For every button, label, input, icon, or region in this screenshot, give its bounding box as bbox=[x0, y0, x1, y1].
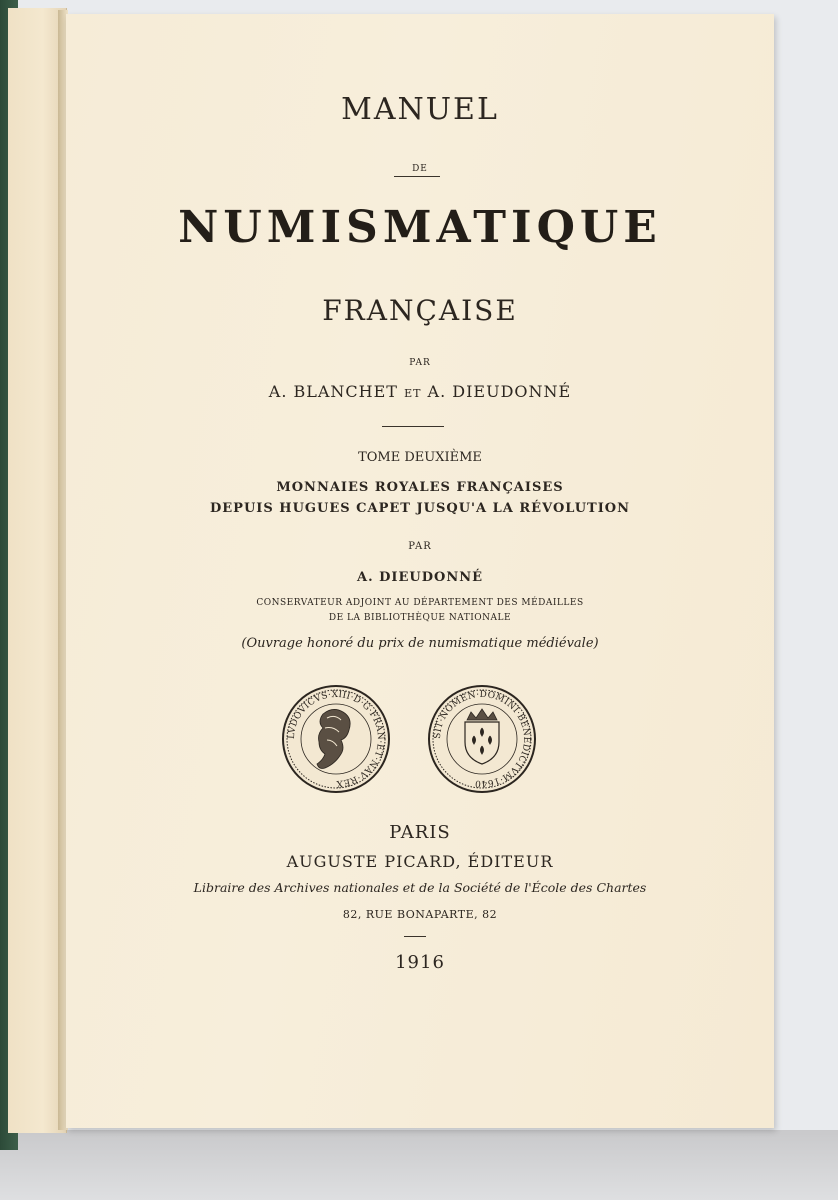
par-label: PAR bbox=[409, 358, 431, 368]
subtitle-line-2: DEPUIS HUGUES CAPET JUSQU'A LA RÉVOLUTION bbox=[210, 501, 630, 516]
tome-label: TOME DEUXIÈME bbox=[358, 450, 482, 465]
coin-reverse-drawing bbox=[427, 684, 537, 794]
volume-author: A. DIEUDONNÉ bbox=[356, 570, 483, 585]
table-surface bbox=[0, 1130, 838, 1200]
author-role-2: DE LA BIBLIOTHÈQUE NATIONALE bbox=[328, 613, 512, 623]
coin-obverse-drawing bbox=[281, 684, 391, 794]
divider-rule bbox=[394, 176, 440, 177]
subtitle-line-1: MONNAIES ROYALES FRANÇAISES bbox=[276, 480, 564, 495]
authors-line bbox=[66, 382, 774, 401]
title-de: DE bbox=[412, 164, 428, 174]
coin-obverse-legend: LVDOVICVS·XIII·D·G·FRAN·ET·NAV·REX bbox=[286, 689, 386, 789]
author-role-1: CONSERVATEUR ADJOINT AU DÉPARTEMENT DES MÉDAILLES bbox=[256, 598, 584, 608]
par-label-2: PAR bbox=[408, 541, 432, 552]
divider-rule bbox=[404, 936, 426, 937]
award-note: (Ouvrage honoré du prix de numismatique médiévale) bbox=[241, 636, 599, 651]
title-page bbox=[66, 14, 774, 1128]
coin-reverse-image bbox=[427, 684, 537, 794]
imprint-publisher: AUGUSTE PICARD, ÉDITEUR bbox=[286, 852, 554, 871]
author-dieudonne: A. DIEUDONNÉ bbox=[427, 382, 572, 401]
title-francaise: FRANÇAISE bbox=[322, 294, 518, 327]
imprint-city: PARIS bbox=[389, 822, 451, 843]
author-et: ET bbox=[404, 387, 422, 400]
coin-obverse-image bbox=[281, 684, 391, 794]
divider-rule bbox=[382, 426, 444, 427]
imprint-address: 82, RUE BONAPARTE, 82 bbox=[342, 908, 498, 921]
author-blanchet: A. BLANCHET bbox=[268, 382, 398, 401]
title-manuel: MANUEL bbox=[341, 92, 499, 127]
imprint-year: 1916 bbox=[395, 952, 445, 973]
title-numismatique: NUMISMATIQUE bbox=[178, 202, 662, 253]
coin-reverse-legend: SIT·NOMEN·DOMINI·BENEDICTVM·1640 bbox=[432, 689, 532, 789]
imprint-bookseller: Libraire des Archives nationales et de la Société de l'École des Chartes bbox=[193, 880, 647, 895]
